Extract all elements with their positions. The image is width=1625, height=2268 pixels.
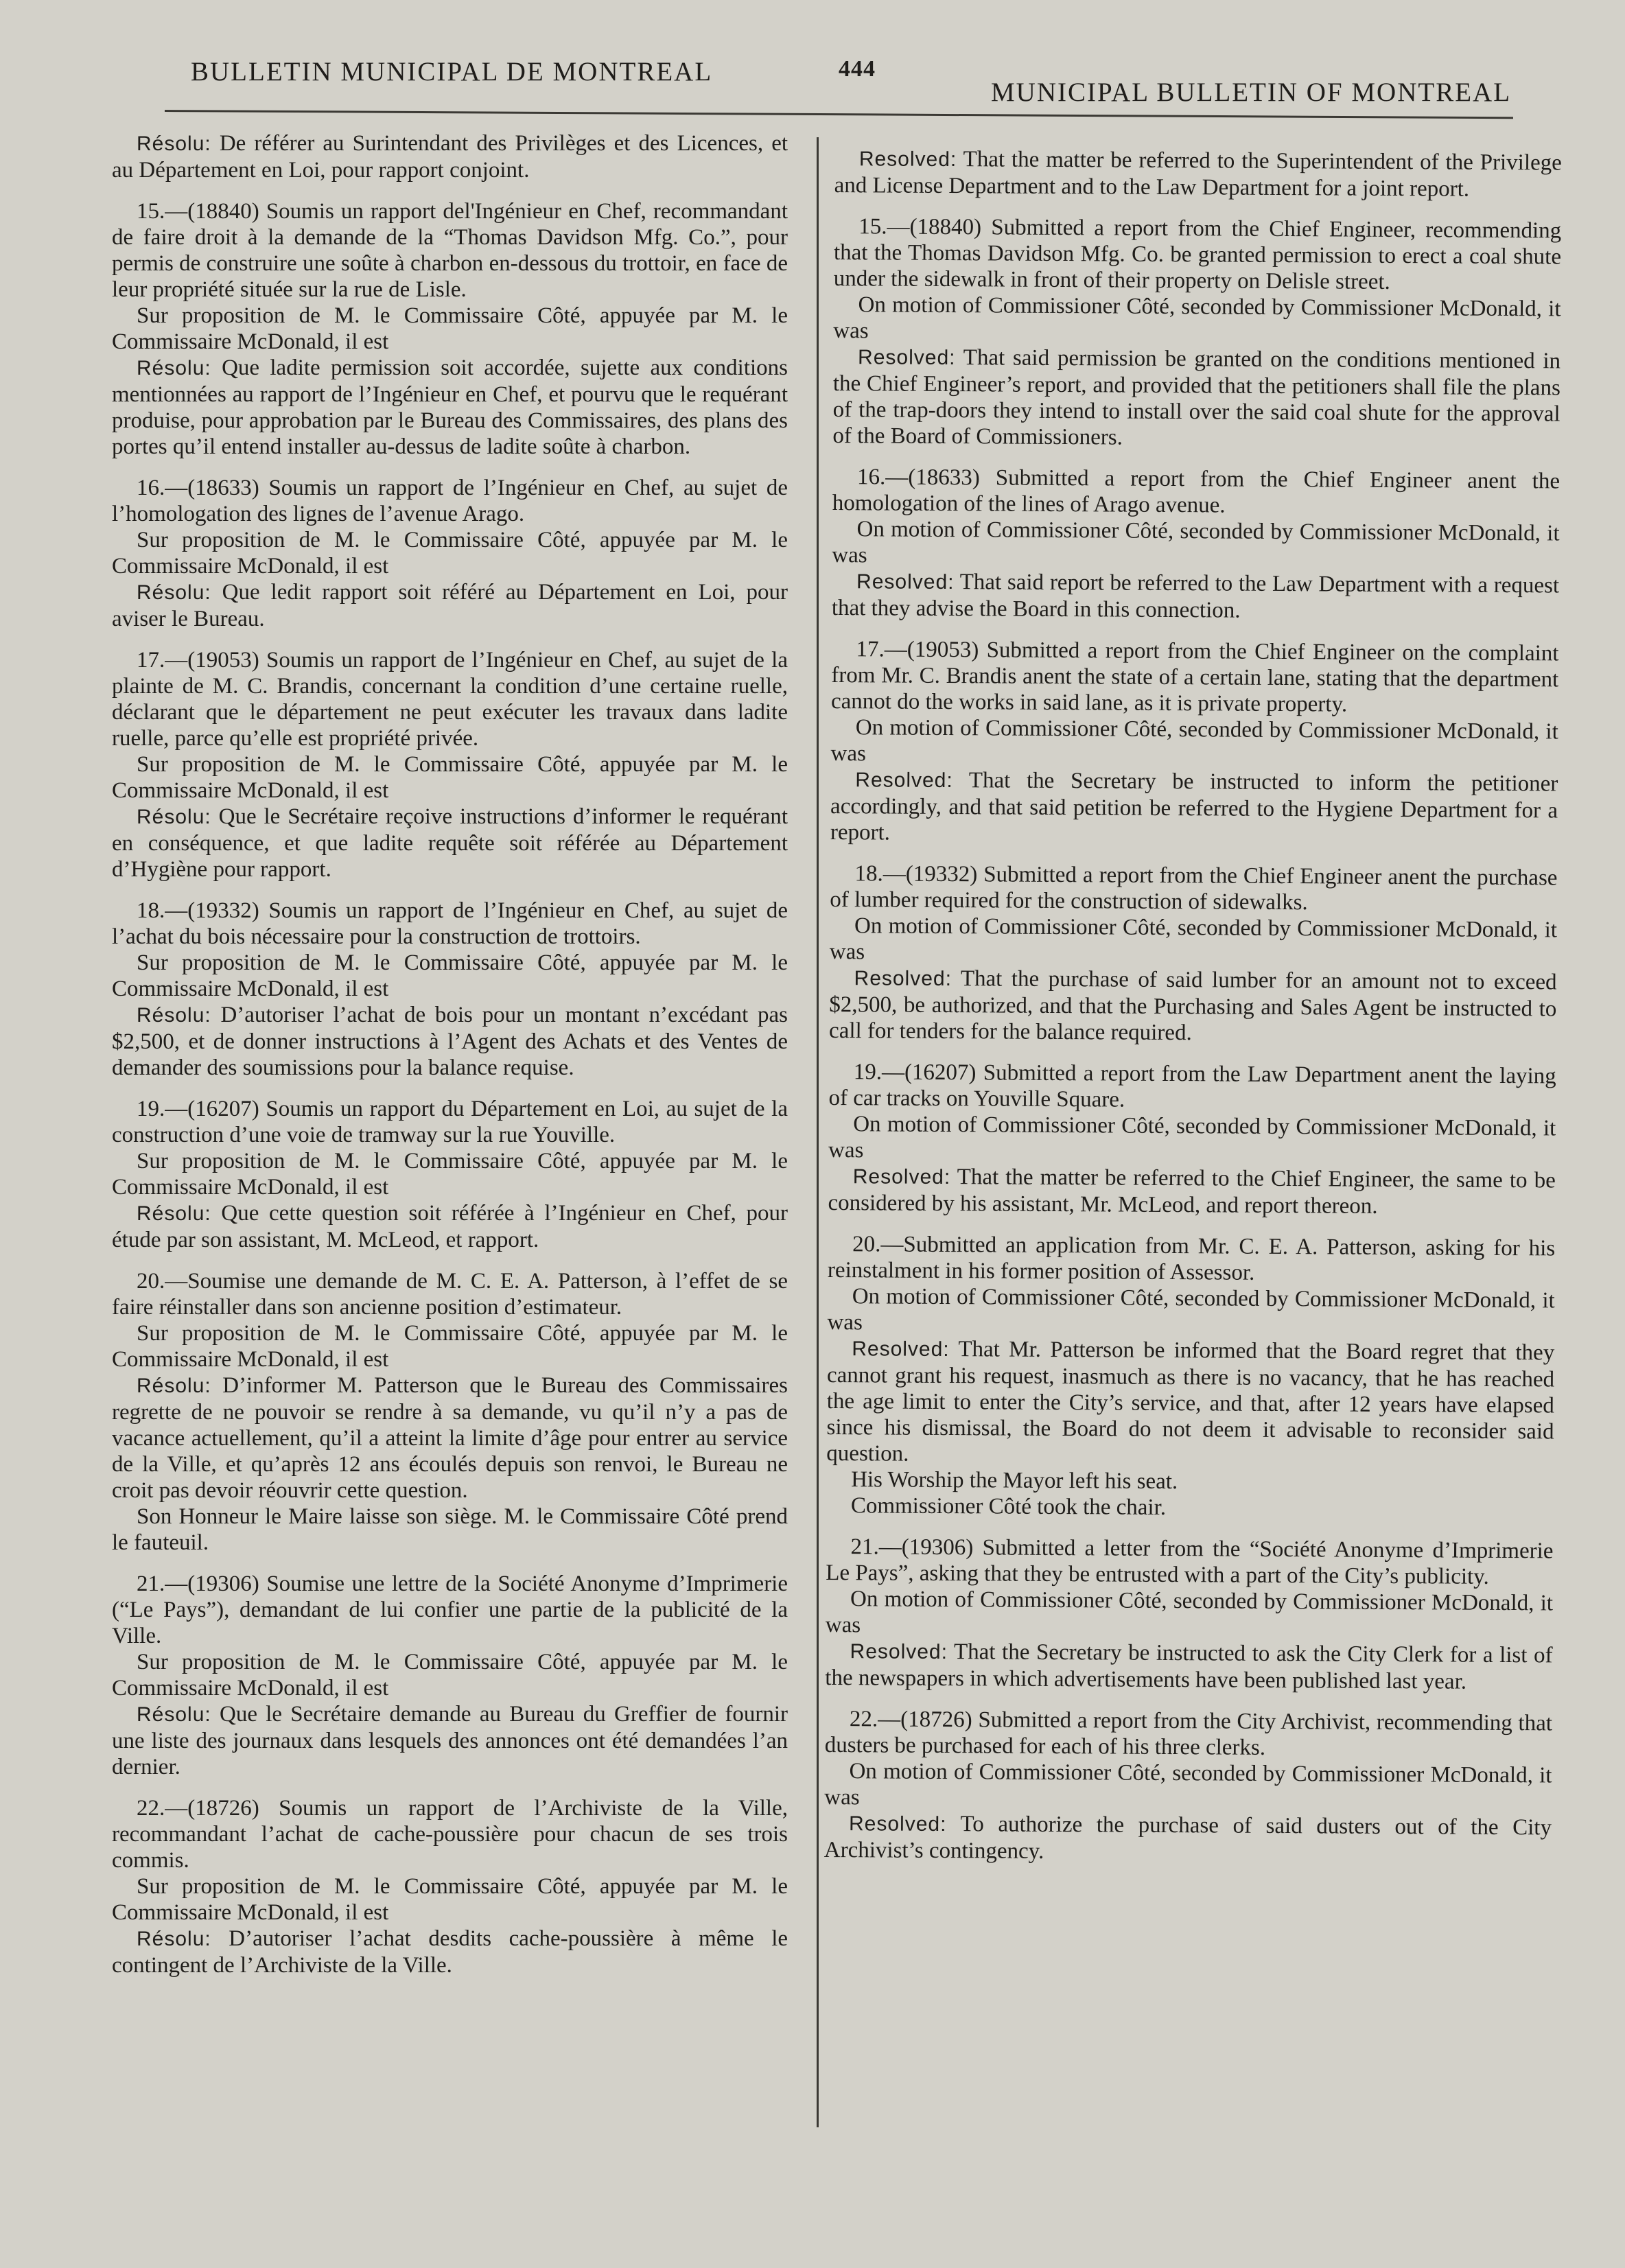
motion-text <box>826 1493 1554 1523</box>
paragraph-text: Que ladite permission soit accordée, sujette aux conditions mentionnées au rapport de l’Ingénieur en Chef, et pourvu que le requérant produise, pour approbation par le Bureau des Commissaires, des plans des portes qu’il entend installer au-dessus de ladite soûte à charbon. <box>112 355 788 459</box>
resolution <box>112 355 788 460</box>
resolution-label: Resolved: <box>858 346 956 370</box>
paragraph-text: Sur proposition de M. le Commissaire Côté, appuyée par M. le Commissaire McDonald, il est <box>112 1149 788 1200</box>
paragraph-text: 16.—(18633) Submitted a report from the Chief Engineer anent the homologation of the lines of Arago avenue. <box>832 465 1560 518</box>
paragraph-text: Sur proposition de M. le Commissaire Côté, appuyée par M. le Commissaire McDonald, il est <box>112 752 788 803</box>
header-rule <box>165 110 1513 119</box>
paragraph-text: 19.—(16207) Submitted a report from the Law Department anent the laying of car tracks on Youville Square. <box>828 1060 1556 1112</box>
paragraph-text: Sur proposition de M. le Commissaire Côté, appuyée par M. le Commissaire McDonald, il est <box>112 303 788 354</box>
resolution-label: Resolved: <box>848 1812 947 1836</box>
paragraph-text: 17.—(19053) Submitted a report from the Chief Engineer on the complaint from Mr. C. Brandis anent the state of a certain lane, stating that the department cannot do the works in said lane, as it is private property. <box>830 637 1559 717</box>
resolution <box>830 767 1558 850</box>
paragraph-text: Son Honneur le Maire laisse son siège. M. le Commissaire Côté prend le fauteuil. <box>112 1504 788 1555</box>
motion-text <box>112 751 788 804</box>
motion-text <box>824 1758 1552 1814</box>
agenda-item <box>112 1096 788 1148</box>
header-english-title: MUNICIPAL BULLETIN OF MONTREAL <box>991 78 1512 107</box>
paragraph-text: On motion of Commissioner Côté, seconded by Commissioner McDonald, it was <box>825 1587 1554 1638</box>
motion-text <box>833 292 1560 348</box>
resolution-label: Résolu: <box>137 806 211 828</box>
agenda-item <box>830 861 1557 917</box>
paragraph-text: 20.—Soumise une demande de M. C. E. A. Patterson, à l’effet de se faire réinstaller dans son ancienne position d’estimateur. <box>112 1269 788 1320</box>
paragraph-text: 22.—(18726) Submitted a report from the City Archivist, recommending that dusters be purchased for each of his three clerks. <box>824 1707 1553 1760</box>
paragraph-text: 18.—(19332) Submitted a report from the Chief Engineer anent the purchase of lumber required for the construction of sidewalks. <box>830 861 1558 915</box>
motion-text <box>826 1586 1553 1642</box>
paragraph-text: To authorize the purchase of said dusters out of the City Archivist’s contingency. <box>823 1812 1552 1864</box>
paragraph-text: On motion of Commissioner Côté, seconded by Commissioner McDonald, it was <box>833 292 1561 344</box>
agenda-item <box>834 213 1562 296</box>
agenda-item <box>826 1534 1553 1590</box>
resolution-label: Resolved: <box>856 570 955 594</box>
resolution-label: Resolved: <box>852 1165 951 1189</box>
motion-text <box>112 1148 788 1200</box>
motion-text <box>112 1649 788 1701</box>
paragraph-text: That the matter be referred to the Chief Engineer, the same to be considered by his assistant, Mr. McLeod, and report thereon. <box>828 1165 1556 1219</box>
paragraph-text: That said permission be granted on the conditions mentioned in the Chief Engineer’s report, and provided that the petitioners shall file the plans of the trap-doors they intend to install over the said coal shute for the approval of the Board of Commissioners. <box>832 345 1561 450</box>
paragraph-text: Sur proposition de M. le Commissaire Côté, appuyée par M. le Commissaire McDonald, il est <box>112 528 788 578</box>
motion-text <box>828 1111 1556 1167</box>
agenda-item <box>112 898 788 950</box>
agenda-item <box>832 464 1560 520</box>
paragraph-text: On motion of Commissioner Côté, seconded by Commissioner McDonald, it was <box>832 517 1560 568</box>
paragraph-text: 17.—(19053) Soumis un rapport de l’Ingénieur en Chef, au sujet de la plainte de M. C. Brandis, concernant la condition d’une certaine ruelle, déclarant que le département ne peut exécuter les travaux dans ladite ruelle, parce qu’elle est propriété privée. <box>112 648 788 751</box>
paragraph-text: On motion of Commissioner Côté, seconded by Commissioner McDonald, it was <box>827 1284 1555 1335</box>
motion-text <box>112 303 788 355</box>
paragraph-text: That the matter be referred to the Superintendent of the Privilege and License Department and to the Law Department for a joint report. <box>834 147 1562 202</box>
paragraph-text: Commissioner Côté took the chair. <box>850 1493 1167 1520</box>
paragraph-text: 19.—(16207) Soumis un rapport du Département en Loi, au sujet de la construction d’une voie de tramway sur la rue Youville. <box>112 1097 788 1147</box>
header-french-title: BULLETIN MUNICIPAL DE MONTREAL <box>191 57 713 86</box>
paragraph-text: D’informer M. Patterson que le Bureau des Commissaires regrette de ne pouvoir se rendre à sa demande, vu qu’il n’y a pas de vacance actuellement, qu’il a atteint la limite d’âge pour entrer au service de la Ville, et qu’après 12 ans écoulés depuis son renvoi, le Bureau ne croit pas devoir réouvrir cette question. <box>112 1373 788 1503</box>
resolution-label: Résolu: <box>137 1928 211 1950</box>
resolution-label: Resolved: <box>852 1337 950 1361</box>
resolution-label: Resolved: <box>850 1640 948 1664</box>
agenda-item <box>112 1571 788 1649</box>
paragraph-text: 15.—(18840) Submitted a report from the Chief Engineer, recommending that the Thomas Davidson Mfg. Co. be granted permission to erect a coal shute under the sidewalk in front of their property on Delisle street. <box>833 214 1562 294</box>
resolution <box>112 1002 788 1081</box>
paragraph-text: D’autoriser l’achat de bois pour un montant n’excédant pas $2,500, et de donner instructions à l’Agent des Achats et des Ventes de demander des soumissions pour la balance requise. <box>112 1003 788 1080</box>
agenda-item <box>831 636 1559 718</box>
resolution-label: Résolu: <box>137 132 211 155</box>
english-column <box>824 145 1562 1867</box>
column-divider <box>817 137 819 2127</box>
resolution <box>834 145 1562 202</box>
paragraph-text: His Worship the Mayor left his seat. <box>851 1467 1178 1495</box>
paragraph-text: Que ledit rapport soit référé au Département en Loi, pour aviser le Bureau. <box>112 580 788 631</box>
resolution-label: Résolu: <box>137 581 211 604</box>
paragraph-text: 21.—(19306) Submitted a letter from the “Société Anonyme d’Imprimerie Le Pays”, asking that they be entrusted with a part of the City’s publicity. <box>826 1534 1554 1589</box>
paragraph-text: On motion of Commissioner Côté, seconded by Commissioner McDonald, it was <box>828 1112 1556 1163</box>
motion-text <box>112 950 788 1002</box>
paragraph-text: De référer au Surintendant des Privilèges et des Licences, et au Département en Loi, pour rapport conjoint. <box>112 131 788 183</box>
paragraph-text: On motion of Commissioner Côté, seconded by Commissioner McDonald, it was <box>830 715 1558 767</box>
agenda-item <box>112 1795 788 1873</box>
page-number: 444 <box>839 56 876 82</box>
resolution <box>112 130 788 183</box>
agenda-item <box>112 1268 788 1320</box>
paragraph-text: 21.—(19306) Soumise une lettre de la Société Anonyme d’Imprimerie (“Le Pays”), demandant de lui confier une partie de la publicité de la Ville. <box>112 1571 788 1648</box>
resolution <box>832 568 1559 625</box>
resolution <box>112 804 788 882</box>
resolution <box>112 579 788 632</box>
paragraph-text: On motion of Commissioner Côté, seconded by Commissioner McDonald, it was <box>829 913 1558 965</box>
motion-text <box>112 1504 788 1556</box>
paragraph-text: Que cette question soit référée à l’Ingénieur en Chef, pour étude par son assistant, M. McLeod, et rapport. <box>112 1201 788 1252</box>
paragraph-text: Sur proposition de M. le Commissaire Côté, appuyée par M. le Commissaire McDonald, il est <box>112 950 788 1001</box>
motion-text <box>827 1283 1554 1340</box>
resolution-label: Résolu: <box>137 357 211 379</box>
resolution-label: Resolved: <box>855 769 953 793</box>
paragraph-text: On motion of Commissioner Côté, seconded by Commissioner McDonald, it was <box>824 1759 1552 1810</box>
resolution <box>826 1335 1554 1471</box>
resolution <box>112 1372 788 1504</box>
resolution <box>112 1926 788 1978</box>
paragraph-text: Sur proposition de M. le Commissaire Côté, appuyée par M. le Commissaire McDonald, il est <box>112 1321 788 1372</box>
motion-text <box>112 1873 788 1926</box>
resolution-label: Resolved: <box>858 148 957 172</box>
paragraph-text: That the Secretary be instructed to inform the petitioner accordingly, and that said petition be referred to the Hygiene Department for a report. <box>830 768 1558 845</box>
paragraph-text: Sur proposition de M. le Commissaire Côté, appuyée par M. le Commissaire McDonald, il est <box>112 1650 788 1700</box>
resolution <box>828 1163 1555 1220</box>
paragraph-text: 16.—(18633) Soumis un rapport de l’Ingénieur en Chef, au sujet de l’homologation des lignes de l’avenue Arago. <box>112 476 788 526</box>
motion-text <box>112 1320 788 1372</box>
paragraph-text: 18.—(19332) Soumis un rapport de l’Ingénieur en Chef, au sujet de l’achat du bois nécessaire pour la construction de trottoirs. <box>112 898 788 949</box>
paragraph-text: That said report be referred to the Law Department with a request that they advise the Board in this connection. <box>831 570 1560 623</box>
motion-text <box>830 913 1557 969</box>
agenda-item <box>112 475 788 527</box>
resolution <box>112 1200 788 1253</box>
agenda-item <box>112 647 788 751</box>
resolution <box>824 1810 1552 1867</box>
resolution <box>829 965 1557 1048</box>
paragraph-text: 20.—Submitted an application from Mr. C. E. A. Patterson, asking for his reinstalment in his former position of Assessor. <box>827 1232 1556 1285</box>
motion-text <box>826 1466 1554 1497</box>
resolution <box>825 1638 1552 1695</box>
resolution-label: Résolu: <box>137 1703 211 1726</box>
paragraph-text: Que le Secrétaire reçoive instructions d’informer le requérant en conséquence, et que ladite requête soit référée au Département d’Hygiène pour rapport. <box>112 804 788 882</box>
paragraph-text: 22.—(18726) Soumis un rapport de l’Archiviste de la Ville, recommandant l’achat de cache-poussière pour chacun de ses trois commis. <box>112 1796 788 1873</box>
paragraph-text: That the purchase of said lumber for an amount not to exceed $2,500, be authorized, and that the Purchasing and Sales Agent be instructed to call for tenders for the balance required. <box>829 966 1557 1046</box>
paragraph-text: That Mr. Patterson be informed that the Board regret that they cannot grant his request, inasmuch as there is no vacancy, that he has reached the age limit to enter the City’s service, and that, after 12 years have elapsed since his dismissal, the Board do not deem it advisable to reconsider said question. <box>826 1337 1555 1466</box>
resolution-label: Résolu: <box>137 1202 211 1225</box>
french-column <box>112 130 788 1978</box>
motion-text <box>830 714 1558 771</box>
resolution-label: Résolu: <box>137 1375 211 1397</box>
motion-text <box>112 527 788 579</box>
resolution-label: Résolu: <box>137 1004 211 1027</box>
paragraph-text: 15.—(18840) Soumis un rapport del'Ingénieur en Chef, recommandant de faire droit à la demande de la “Thomas Davidson Mfg. Co.”, pour permis de construire une soûte à charbon en-dessous du trottoir, en face de leur propriété située sur la rue de Lisle. <box>112 199 788 302</box>
resolution <box>112 1701 788 1780</box>
paragraph-text: That the Secretary be instructed to ask the City Clerk for a list of the newspapers in which advertisements have been published last year. <box>825 1639 1553 1694</box>
agenda-item <box>825 1706 1552 1762</box>
agenda-item <box>112 198 788 303</box>
resolution <box>832 344 1560 453</box>
resolution-label: Resolved: <box>854 967 952 991</box>
paragraph-text: Que le Secrétaire demande au Bureau du Greffier de fournir une liste des journaux dans lesquels des annonces ont été demandées l’an dernier. <box>112 1702 788 1779</box>
agenda-item <box>828 1231 1555 1287</box>
paragraph-text: D’autoriser l’achat desdits cache-poussière à même le contingent de l’Archiviste de la Ville. <box>112 1926 788 1978</box>
motion-text <box>832 516 1559 572</box>
agenda-item <box>828 1059 1556 1115</box>
paragraph-text: Sur proposition de M. le Commissaire Côté, appuyée par M. le Commissaire McDonald, il est <box>112 1874 788 1925</box>
